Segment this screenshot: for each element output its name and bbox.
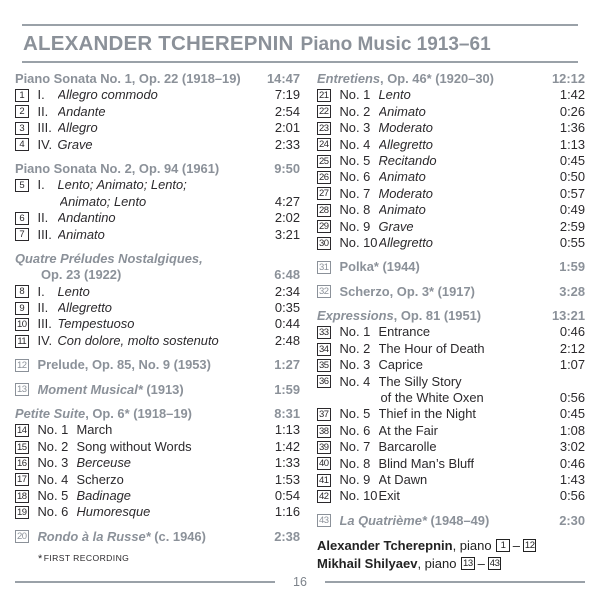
track-number-box: 36 [318,376,329,388]
movement-label: I. [37,177,45,193]
track-title: Grave [57,136,93,152]
track-row [15,300,300,316]
track-duration: 1:13 [274,422,300,438]
track-title: Moderato [378,120,433,136]
track-duration: 0:26 [559,103,585,119]
work-title-italic: Rondo à la Russe* [37,528,151,544]
movement-label: No. 4 [339,373,371,389]
track-duration: 1:42 [559,87,585,103]
track-number-box: 15 [16,441,27,453]
page-number: 16 [293,575,307,589]
movement-label: No. 9 [339,218,371,234]
track-number-box: 5 [15,179,29,192]
track-number-box: 1 [15,89,29,102]
footer-rule-left [15,581,275,583]
top-rule [22,24,578,26]
work-heading [15,406,300,422]
work-title [15,406,192,422]
work-block [15,71,300,153]
track-number-box: 4 [15,138,29,151]
track-row [317,406,585,422]
track-row [15,455,300,471]
track-number-box: 12 [16,359,27,371]
track-title: Con dolore, molto sostenuto [57,332,219,348]
work-block [317,71,585,251]
work-block [15,406,300,521]
work-block [15,357,300,373]
track-number-box: 33 [318,327,329,339]
work-row [317,284,585,300]
movement-label: No. 3 [37,455,69,471]
track-duration: 8:31 [274,406,300,422]
work-block [317,513,585,529]
work-heading-line2 [15,267,300,283]
work-title [340,259,420,275]
track-number-box: 9 [15,302,29,315]
left-blocks [15,71,300,545]
work-title [38,529,206,545]
track-number-box: 2 [15,105,29,118]
work-heading [15,161,300,177]
track-row [15,210,300,226]
movement-label: III. [37,120,52,136]
track-row [317,357,585,373]
track-number-box: 11 [15,335,29,348]
work-row [317,513,585,529]
track-duration: 2:48 [274,332,300,348]
track-row [317,153,585,169]
track-number-box: 18 [16,490,27,502]
track-title: Allegretto [378,136,433,152]
track-duration: 1:59 [559,259,585,275]
work-block [15,251,300,349]
track-number-box: 1 [496,539,510,552]
track-duration: 6:48 [274,267,300,283]
asterisk-symbol: * [38,553,43,566]
track-row [317,235,585,251]
track-title: At the Fair [378,422,438,438]
work-title [38,357,211,373]
track-duration: 0:56 [559,488,585,504]
work-title-regular: Op. 23 (1922) [41,267,122,283]
track-title: At Dawn [378,471,428,487]
movement-label: No. 4 [37,471,69,487]
movement-label: No. 5 [339,152,371,168]
movement-label: IV. [37,332,53,348]
track-duration: 14:47 [267,71,300,86]
movement-label: No. 8 [339,455,371,471]
track-title: Andante [57,103,106,119]
track-number-box: 23 [318,122,329,134]
work-title-italic: Entretiens [317,71,381,86]
movement-label: II. [37,210,49,226]
movement-label: III. [37,316,52,332]
track-row [15,284,300,300]
track-title: Exit [378,488,400,504]
track-title: Allegretto [378,234,433,250]
track-duration: 2:02 [274,210,300,226]
track-title: Grave [378,218,414,234]
movement-label: II. [37,103,49,119]
performer-line [317,537,585,555]
performer-name: Mikhail Shilyaev [317,555,418,571]
track-row [15,120,300,136]
track-number-box: 13 [463,557,473,569]
track-title: The Hour of Death [378,340,485,356]
movement-label: No. 1 [339,87,371,103]
work-title-regular: , Op. 6* (1918–19) [85,406,192,422]
work-title-regular: , Op. 46* (1920–30) [380,71,494,86]
movement-label: No. 2 [37,438,69,454]
performer-line [317,555,585,573]
track-row [317,202,585,218]
track-row [15,488,300,504]
track-number-box: 42 [318,491,329,503]
track-duration: 0:49 [559,202,585,218]
track-row [15,504,300,520]
movement-label: No. 10 [339,488,378,504]
track-title: Recitando [378,152,437,168]
track-title: Lento [57,283,90,299]
track-title: Lento; Animato; Lento; [57,177,187,193]
track-title: Lento [378,87,411,103]
tracklist-right-column [317,71,585,572]
track-title: Caprice [378,357,423,373]
track-duration: 2:01 [274,120,300,136]
track-duration: 13:21 [552,308,585,324]
page-footer [15,575,585,589]
track-title: Moderato [378,185,433,201]
track-row [15,137,300,153]
track-duration: 2:30 [559,512,585,528]
track-duration: 0:46 [559,324,585,340]
work-title-italic: Quatre Préludes Nostalgiques, [15,250,203,266]
track-duration: 0:50 [559,169,585,185]
track-number-box: 35 [318,359,329,371]
work-title [317,308,481,324]
movement-label: No. 7 [339,439,371,455]
track-duration: 12:12 [552,71,585,86]
track-title: Entrance [378,324,431,340]
movement-label: I. [37,283,45,299]
track-title: Allegretto [57,300,112,316]
movement-label: IV. [37,136,53,152]
track-number-box: 27 [318,188,329,200]
work-title [15,251,203,267]
track-title: Animato [378,103,426,119]
track-row [15,316,300,332]
track-title: of the White Oxen [380,390,484,406]
work-heading [317,71,585,87]
work-heading [15,71,300,87]
track-title: Humoresque [76,504,151,520]
work-row [15,382,300,398]
track-row [317,137,585,153]
movement-label: No. 1 [339,324,371,340]
track-duration: 1:59 [274,381,300,397]
track-duration: 1:07 [559,357,585,373]
movement-label: No. 2 [339,103,371,119]
track-number-box: 29 [318,221,329,233]
work-block [317,259,585,275]
track-number-box: 34 [318,343,329,355]
work-heading [317,308,585,324]
track-number-box: 19 [16,507,27,519]
track-row [317,87,585,103]
track-duration: 9:50 [274,160,300,176]
track-row [15,104,300,120]
footnote-text: FIRST RECORDING [43,553,130,564]
track-row [317,341,585,357]
track-row [317,104,585,120]
track-number-box: 41 [318,474,329,486]
movement-label: I. [37,87,45,103]
track-number-box: 13 [16,384,27,396]
track-title: Badinage [76,487,131,503]
work-title [15,161,219,177]
movement-label: No. 3 [339,120,371,136]
work-row [15,357,300,373]
work-row [15,529,300,545]
first-recording-footnote [15,553,300,565]
track-duration: 2:34 [274,283,300,299]
track-row [15,227,300,243]
track-title: The Silly Story [378,373,462,389]
track-duration: 0:57 [559,185,585,201]
work-title-regular: Prelude, Op. 85, No. 9 (1953) [37,357,211,373]
track-number-box: 14 [16,425,27,437]
track-number-box: 7 [15,228,29,241]
track-duration: 0:44 [274,316,300,332]
work-heading [15,251,300,267]
track-row [317,120,585,136]
track-row [317,488,585,504]
track-row-continuation [15,194,300,210]
track-row-continuation [317,390,585,406]
work-title-regular: Piano Sonata No. 1, Op. 22 (1918–19) [15,71,241,86]
track-row [15,439,300,455]
movement-label: No. 2 [339,340,371,356]
movement-label: No. 7 [339,185,371,201]
track-title: Scherzo [76,471,124,487]
page-header [23,32,578,56]
work-row [317,259,585,275]
work-block [15,382,300,398]
track-title: Animato [57,226,105,242]
work-title-regular: (1948–49) [426,512,490,528]
movement-label: No. 6 [339,422,371,438]
work-title-italic: Expressions [317,308,394,324]
track-duration: 0:45 [559,406,585,422]
work-title-italic: La Quatrième* [339,512,427,528]
track-duration: 7:19 [274,87,300,103]
track-number-box: 12 [524,540,535,552]
track-number-box: 40 [318,458,329,470]
track-number-box: 43 [318,515,329,527]
track-row [317,439,585,455]
movement-label: No. 3 [339,357,371,373]
range-dash: – [512,538,520,554]
track-duration: 3:28 [559,283,585,299]
track-title: Animato [378,169,426,185]
track-duration: 2:12 [559,340,585,356]
track-duration: 1:36 [559,120,585,136]
track-duration: 1:42 [274,438,300,454]
track-row [317,456,585,472]
tracklist-left-column [15,71,300,572]
track-duration: 2:54 [274,103,300,119]
track-duration: 2:33 [274,136,300,152]
movement-label: No. 5 [339,406,371,422]
track-duration: 0:55 [559,234,585,250]
work-block [15,161,300,243]
track-number-box: 6 [15,212,29,225]
movement-label: No. 1 [37,422,69,438]
work-block [15,529,300,545]
track-number-box: 28 [318,204,329,216]
performer-role: , piano [417,555,461,571]
track-number-box: 30 [318,237,329,249]
track-duration: 3:21 [274,226,300,242]
track-duration: 1:13 [559,136,585,152]
footer-rule-right [325,581,585,583]
movement-label: No. 6 [339,169,371,185]
track-duration: 3:02 [559,439,585,455]
track-number-box: 32 [318,286,329,298]
movement-label: No. 6 [37,504,69,520]
track-number-box: 8 [15,285,29,298]
track-number-box: 16 [16,457,27,469]
tracklist-columns [15,71,585,572]
work-title-regular: Polka* (1944) [339,259,420,275]
right-blocks [317,71,585,529]
work-title-regular: (c. 1946) [150,528,206,544]
movement-label: No. 9 [339,471,371,487]
movement-label: No. 8 [339,202,371,218]
track-title: Animato [378,202,426,218]
track-number-box: 21 [318,90,329,102]
track-duration: 1:43 [559,471,585,487]
work-title-regular: (1913) [142,381,184,397]
track-row [317,169,585,185]
track-row [15,333,300,349]
track-title: Allegro [57,120,98,136]
track-number-box: 37 [318,409,329,421]
track-title: Allegro commodo [57,87,158,103]
work-title-regular: Piano Sonata No. 2, Op. 94 (1961) [15,160,220,176]
track-duration: 0:45 [559,152,585,168]
track-title: Song without Words [76,438,192,454]
track-row [317,324,585,340]
track-row [317,186,585,202]
track-title: Animato; Lento [59,193,147,209]
track-duration: 0:35 [274,300,300,316]
track-row [317,374,585,390]
track-number-box: 3 [15,122,29,135]
track-duration: 0:56 [559,390,585,406]
track-title: Tempestuoso [57,316,135,332]
track-title: Andantino [57,210,116,226]
track-row [317,423,585,439]
album-subtitle: Piano Music 1913–61 [300,34,491,55]
composer-name: ALEXANDER TCHEREPNIN [23,32,294,55]
track-row [15,472,300,488]
track-number-box: 17 [16,474,27,486]
track-number-box: 25 [318,155,329,167]
track-row [15,422,300,438]
work-title [38,382,184,398]
movement-label: No. 5 [37,487,69,503]
movement-label: II. [37,300,49,316]
track-row [15,87,300,103]
track-duration: 4:27 [274,193,300,209]
movement-label: No. 4 [339,136,371,152]
movement-label: III. [37,226,52,242]
track-row [15,177,300,193]
work-block [317,308,585,505]
work-title-italic: Petite Suite [15,406,86,422]
track-title: Thief in the Night [378,406,476,422]
movement-label: No. 10 [339,234,378,250]
header-rule [22,61,578,63]
track-number-box: 39 [318,441,329,453]
track-number-box: 10 [16,319,27,331]
track-duration: 1:27 [274,357,300,373]
track-title: March [76,422,113,438]
work-title [340,513,490,529]
track-number-box: 24 [318,139,329,151]
track-title: Blind Man’s Bluff [378,455,475,471]
work-block [317,284,585,300]
track-row [317,472,585,488]
performer-name: Alexander Tcherepnin [317,538,453,554]
track-number-box: 43 [489,557,500,569]
work-title-italic: Moment Musical* [37,381,143,397]
track-number-box: 26 [318,172,329,184]
track-duration: 1:33 [274,455,300,471]
track-number-box: 38 [318,425,329,437]
performers [317,537,585,572]
track-number-box: 22 [318,106,329,118]
track-duration: 1:53 [274,471,300,487]
track-duration: 0:46 [559,455,585,471]
performer-role: , piano [452,538,496,554]
track-title: Berceuse [76,455,131,471]
track-title: Barcarolle [378,439,437,455]
track-duration: 2:38 [274,528,300,544]
track-duration: 2:59 [559,218,585,234]
track-number-box: 20 [16,531,27,543]
track-row [317,219,585,235]
work-title-regular: , Op. 81 (1951) [393,308,482,324]
track-duration: 0:54 [274,487,300,503]
track-duration: 1:08 [559,422,585,438]
work-title-regular: Scherzo, Op. 3* (1917) [339,283,475,299]
work-title [317,71,494,87]
track-number-box: 31 [318,261,329,273]
work-title [340,284,475,300]
range-dash: – [477,555,485,571]
work-title [15,71,241,87]
track-duration: 1:16 [274,504,300,520]
